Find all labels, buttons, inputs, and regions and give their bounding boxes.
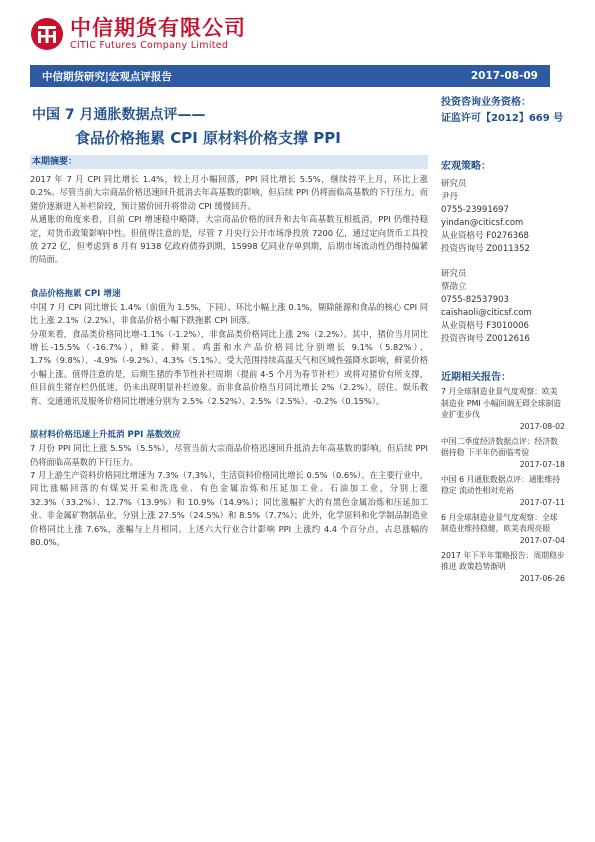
related-report-title[interactable]: 2017 年下半年策略报告：周期稳步推进 政策趋势渐明 <box>441 550 565 571</box>
analyst2-cert2: 投资咨询号 Z0012616 <box>441 334 530 344</box>
ppi-paragraph-1: 7 月份 PPI 同比上涨 5.5%（5.5%），尽管当前大宗商品价格迅速回升抵消去年高基数的影响，但后续 PPI 仍将面临高基数的下行压力。 <box>30 443 428 467</box>
strategy-heading: 宏观策略： <box>441 161 491 172</box>
main-content <box>30 155 428 549</box>
summary-paragraph-1: 2017 年 7 月 CPI 同比增长 1.4%，较上月小幅回落，PPI 同比增长 5.5%，继续持平上月，环比上涨 0.2%。尽管当前大宗商品价格迅速回升抵消去年高基数的影响，但后续 PPI 仍将面临高基数的下行压力。而猪价逐渐进入补栏阶段，预计猪价回升将带动 CPI 缓慢回升。 <box>30 174 428 211</box>
related-report-date: 2017-06-26 <box>519 573 565 583</box>
analyst1-role: 研究员 <box>441 179 467 189</box>
summary-paragraph-2: 从通胀的角度来看，目前 CPI 增速稳中略降，大宗商品价格的回升和去年高基数互相抵消，PPI 仍维持稳定，对货币政策影响中性。但值得注意的是，尽管 7 月央行公开市场净投放 7200 亿，通过定向货币工具投放 272 亿，但考虑到 8 月有 9138 亿政府债券到期，15998 亿同业存单到期，后期市场流动性仍维持偏紧的局面。 <box>30 214 428 265</box>
analyst1-phone: 0755-23991697 <box>441 205 509 215</box>
section-heading-ppi: 原材料价格迅速上升抵消 PPI 基数效应 <box>30 430 181 441</box>
related-report-date: 2017-07-04 <box>519 535 565 545</box>
analyst2-phone: 0755-82537903 <box>441 295 509 305</box>
related-report-date: 2017-07-11 <box>519 497 565 507</box>
related-report-date: 2017-07-18 <box>519 459 565 469</box>
summary-heading: 本期摘要： <box>30 155 428 169</box>
related-report-title[interactable]: 中国 6 月通胀数据点评：通胀维持稳定 流动性相对充裕 <box>441 474 561 495</box>
logo-name-en: CITIC Futures Company Limited <box>70 40 229 51</box>
cpi-paragraph-2: 分项来看，食品类价格同比增-1.1%（-1.2%），非食品类价格同比上涨 2%（2.2%）。其中，猪价当月同比增长-15.5%（-16.7%），鲜菜、鲜果、鸡蛋和水产品价格同比分别增长 9.1%（5.82%）、1.7%（9.8%）、-4.9%（-9.2%）、4.3%（5.1%）。受大范围持续高温天气和区域性强降水影响，鲜菜价格小幅上涨。值得注意的是，后期生猪的季节性补栏周期（提前 4-5 个月为春节补栏）或将对猪价有所支撑，但目前生猪存栏仍低迷，仍未出现明显补栏迹象。而非食品价格当月同比增长 2%（2.2%），居住、娱乐教育、交通通讯及服务价格同比增速分别为 2.5%（2.52%）、2.5%（2.5%）、-0.2%（0.15%）。 <box>30 328 428 406</box>
analyst1-cert2: 投资咨询号 Z0011352 <box>441 244 530 254</box>
related-report-title[interactable]: 6 月全球制造业景气度观察：全球制造业维持稳健，欧美表现亮眼 <box>441 512 558 533</box>
analyst2-role: 研究员 <box>441 269 467 279</box>
analyst2-email[interactable]: caishaoli@citicsf.com <box>441 308 532 318</box>
ppi-paragraph-2: 7 月上游生产资料价格同比增速为 7.3%（7.3%），生活资料价格同比增长 0.5%（0.6%）。在主要行业中，同比涨幅回落的有煤炭开采和洗选业、有色金属冶炼和压延加工业、石油加工业，分别上涨 32.3%（33.2%）、12.7%（13.9%）和 10.9%（14.9%）；同比涨幅扩大的有黑色金属冶炼和压延加工业、非金属矿物制品业，分别上涨 27.5%（24.5%）和 8.5%（7.7%）；此外，化学原料和化学制品制造业价格同比上涨 7.6%，涨幅与上月相同。上述六大行业合计影响 PPI 上涨约 4.4 个百分点，占总涨幅的 80.0%。 <box>30 469 428 547</box>
cpi-paragraph-1: 中国 7 月 CPI 同比增长 1.4%（前值为 1.5%，下同）、环比小幅上涨 0.1%，剔除能源和食品的核心 CPI 同比上涨 2.1%（2.2%），非食品价格小幅下跌拖累 CPI 回落。 <box>30 301 428 326</box>
analyst2-cert1: 从业资格号 F3010006 <box>441 321 529 331</box>
related-report-title[interactable]: 中国二季度经济数据点评：经济数据持稳 下半年仍面临考验 <box>441 436 558 457</box>
section-heading-cpi: 食品价格拖累 CPI 增速 <box>30 288 121 299</box>
report-title-line2: 食品价格拖累 CPI 原材料价格支撑 PPI <box>75 129 341 147</box>
qualification-title: 投资咨询业务资格： <box>441 97 531 108</box>
analyst1-name: 尹丹 <box>441 192 459 202</box>
qualification-license: 证监许可【2012】669 号 <box>441 113 564 124</box>
company-logo <box>30 14 246 54</box>
related-report-date: 2017-08-02 <box>519 421 565 431</box>
report-header-bar <box>30 65 550 87</box>
report-title-line1: 中国 7 月通胀数据点评—— <box>32 107 206 123</box>
analyst2-name: 蔡劭立 <box>441 282 467 292</box>
analyst1-cert1: 从业资格号 F0276368 <box>441 231 529 241</box>
report-date: 2017-08-09 <box>470 70 538 82</box>
analyst1-email[interactable]: yindan@citicsf.com <box>441 218 524 228</box>
logo-name-cn: 中信期货有限公司 <box>70 16 246 40</box>
sidebar <box>441 95 565 588</box>
report-category: 中信期货研究|宏观点评报告 <box>42 70 172 83</box>
related-report-title[interactable]: 7 月全球制造业景气度观察：欧美制造业 PMI 小幅回调无碍全球制造业扩张步伐 <box>441 387 562 419</box>
citic-logo-icon <box>30 17 64 51</box>
related-reports-heading: 近期相关报告： <box>441 372 511 383</box>
